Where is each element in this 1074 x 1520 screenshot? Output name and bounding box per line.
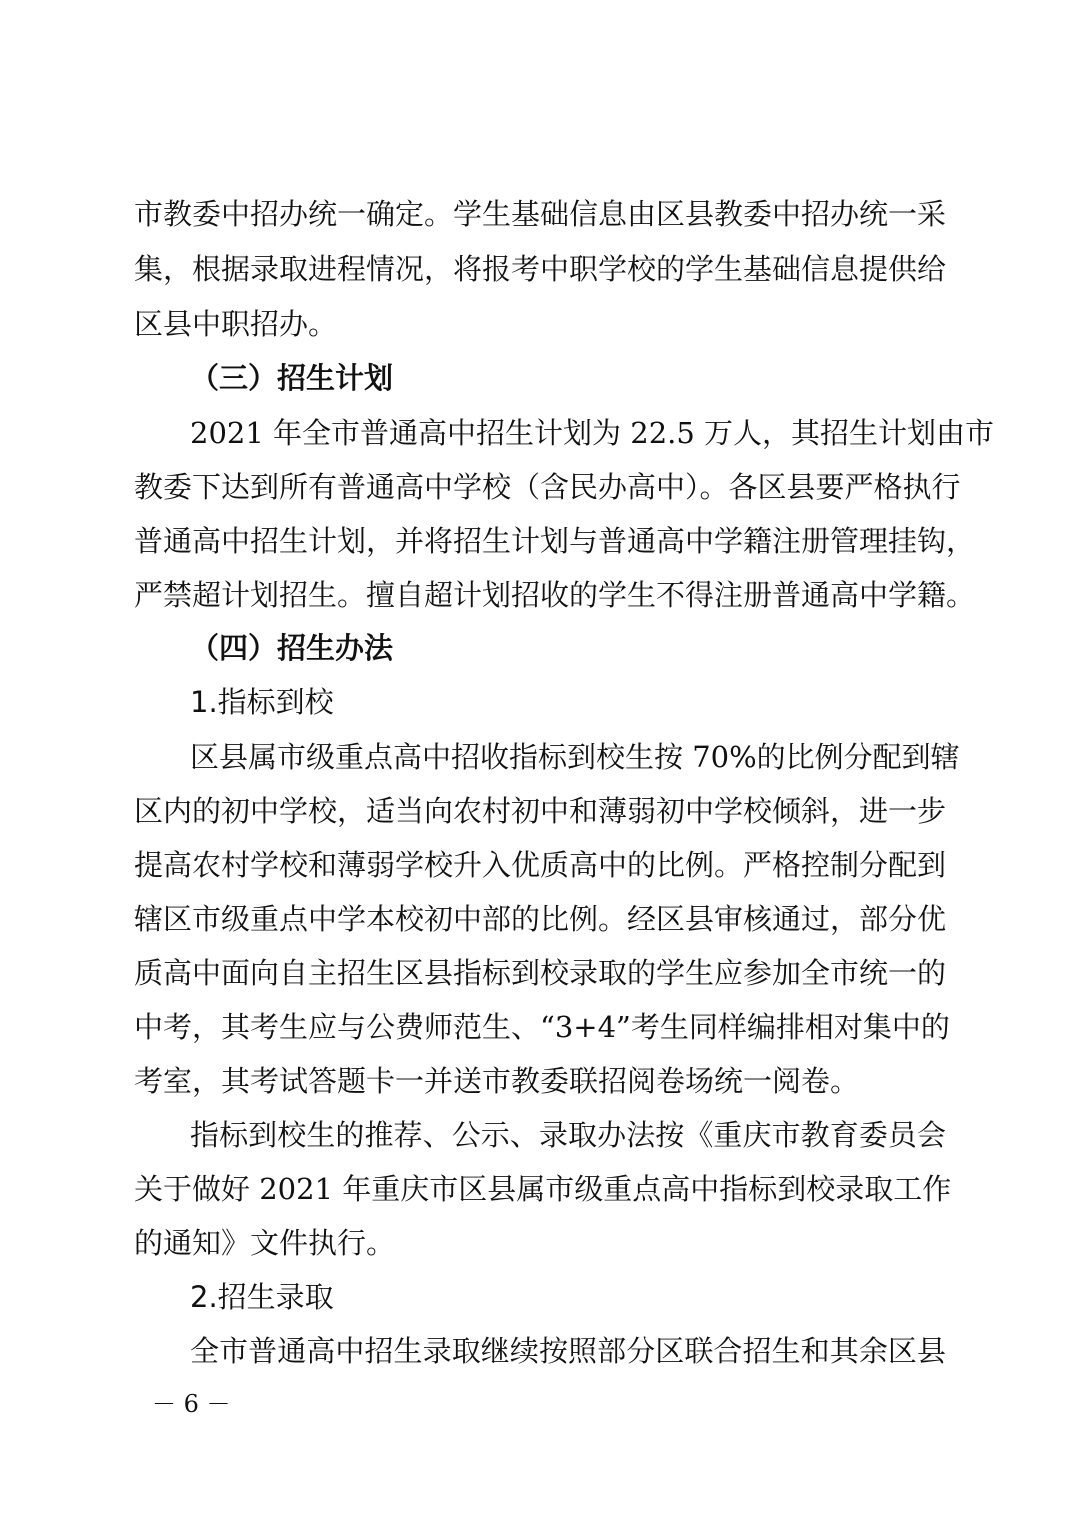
paragraph-line: 指标到校生的推荐、公示、录取办法按《重庆市教育委员会 <box>190 1118 946 1152</box>
paragraph-line: 区内的初中学校，适当向农村初中和薄弱初中学校倾斜，进一步 <box>134 794 947 828</box>
paragraph-line: 普通高中招生计划，并将招生计划与普通高中学籍注册管理挂钩， <box>134 524 976 558</box>
paragraph-line: 区县属市级重点高中招收指标到校生按 70%的比例分配到辖 <box>190 740 960 774</box>
paragraph-line: 质高中面向自主招生区县指标到校录取的学生应参加全市统一的 <box>134 956 947 990</box>
paragraph-line: 全市普通高中招生录取继续按照部分区联合招生和其余区县 <box>190 1334 946 1368</box>
section-heading-plan: （三）招生计划 <box>190 361 394 395</box>
paragraph-line: 区县中职招办。 <box>134 307 338 341</box>
paragraph-line: 关于做好 2021 年重庆市区县属市级重点高中指标到校录取工作 <box>134 1172 952 1206</box>
paragraph-line: 教委下达到所有普通高中学校（含民办高中）。各区县要严格执行 <box>134 470 961 504</box>
paragraph-line: 严禁超计划招生。擅自超计划招收的学生不得注册普通高中学籍。 <box>134 578 976 612</box>
subheading-quota: 1.指标到校 <box>190 685 334 719</box>
section-heading-method: （四）招生办法 <box>190 631 394 665</box>
subheading-admission: 2.招生录取 <box>190 1280 334 1314</box>
paragraph-line: 辖区市级重点中学本校初中部的比例。经区县审核通过，部分优 <box>134 902 947 936</box>
paragraph-line: 考室，其考试答题卡一并送市教委联招阅卷场统一阅卷。 <box>134 1064 860 1098</box>
paragraph-line: 市教委中招办统一确定。学生基础信息由区县教委中招办统一采 <box>134 197 947 231</box>
paragraph-line: 提高农村学校和薄弱学校升入优质高中的比例。严格控制分配到 <box>134 848 947 882</box>
paragraph-line: 中考，其考生应与公费师范生、“3+4”考生同样编排相对集中的 <box>134 1010 950 1044</box>
paragraph-line: 的通知》文件执行。 <box>134 1226 396 1260</box>
paragraph-line: 集，根据录取进程情况，将报考中职学校的学生基础信息提供给 <box>134 252 947 286</box>
paragraph-line: 2021 年全市普通高中招生计划为 22.5 万人，其招生计划由市 <box>190 416 995 450</box>
page-number: － 6 － <box>152 1390 231 1418</box>
